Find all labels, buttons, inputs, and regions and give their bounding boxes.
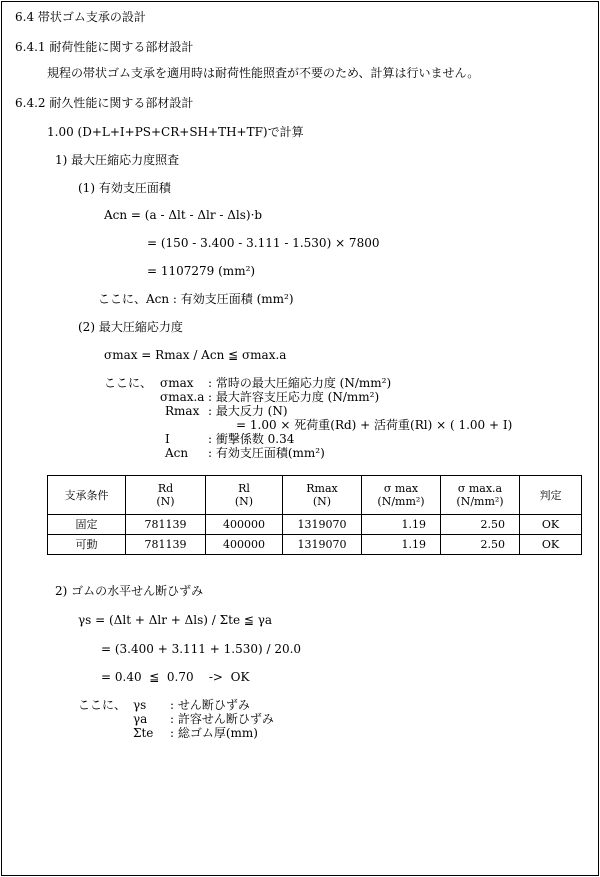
sub2-where-lead: ここに、 bbox=[104, 376, 153, 390]
def-description: : 常時の最大圧縮応力度 (N/mm²) bbox=[208, 376, 392, 390]
stress-check-table bbox=[47, 475, 582, 555]
sub2-title: (2) 最大圧縮応力度 bbox=[78, 320, 183, 334]
cell-rmax: 1319070 bbox=[283, 515, 362, 535]
def-description: : 最大反力 (N) bbox=[208, 404, 288, 418]
def-symbol: Σte bbox=[133, 726, 154, 740]
sub2-equation: σmax = Rmax / Acn ≦ σmax.a bbox=[104, 348, 287, 362]
load-combination: 1.00 (D+L+I+PS+CR+SH+TH+TF)で計算 bbox=[47, 125, 304, 139]
def-description: : 許容せん断ひずみ bbox=[170, 712, 274, 726]
def-description: : 衝撃係数 0.34 bbox=[208, 432, 295, 446]
item1-title: 1) 最大圧縮応力度照査 bbox=[55, 153, 180, 167]
item2-equation-3: = 0.40 ≦ 0.70 -> OK bbox=[101, 670, 250, 684]
table-header-row bbox=[48, 476, 582, 515]
def-description: = 1.00 × 死荷重(Rd) + 活荷重(Rl) × ( 1.00 + I) bbox=[236, 418, 513, 432]
def-symbol: Rmax bbox=[165, 404, 200, 418]
item2-equation-2: = (3.400 + 3.111 + 1.530) / 20.0 bbox=[101, 642, 302, 656]
sub1-title: (1) 有効支圧面積 bbox=[78, 181, 171, 195]
def-symbol: γs bbox=[133, 698, 147, 712]
table-row bbox=[48, 535, 582, 555]
cell-sigma-max-a: 2.50 bbox=[441, 535, 520, 555]
cell-sigma-max: 1.19 bbox=[362, 515, 441, 535]
cell-sigma-max: 1.19 bbox=[362, 535, 441, 555]
def-description: : 総ゴム厚(mm) bbox=[170, 726, 258, 740]
cell-sigma-max-a: 2.50 bbox=[441, 515, 520, 535]
cell-rd: 781139 bbox=[126, 515, 206, 535]
header-cell: Rmax (N) bbox=[283, 476, 362, 515]
cell-condition: 固定 bbox=[48, 515, 126, 535]
header-cell: σ max (N/mm²) bbox=[362, 476, 441, 515]
header-cell: 支承条件 bbox=[48, 476, 126, 515]
sub1-equation-1: Acn = (a - Δlt - Δlr - Δls)·b bbox=[104, 208, 263, 222]
header-cell: Rd (N) bbox=[126, 476, 206, 515]
section-6-4-heading: 6.4 帯状ゴム支承の設計 bbox=[15, 10, 146, 24]
cell-judgement: OK bbox=[520, 515, 582, 535]
def-symbol: γa bbox=[133, 712, 148, 726]
def-description: : 最大許容支圧応力度 (N/mm²) bbox=[208, 390, 380, 404]
cell-condition: 可動 bbox=[48, 535, 126, 555]
def-symbol: Acn bbox=[165, 446, 189, 460]
sub1-equation-2: = (150 - 3.400 - 3.111 - 1.530) × 7800 bbox=[147, 236, 380, 250]
header-cell: σ max.a (N/mm²) bbox=[441, 476, 520, 515]
item2-where-lead: ここに、 bbox=[78, 698, 127, 712]
def-symbol: σmax bbox=[160, 376, 194, 390]
header-cell: 判定 bbox=[520, 476, 582, 515]
section-6-4-1-text: 規程の帯状ゴム支承を適用時は耐荷性能照査が不要のため、計算は行いません。 bbox=[47, 66, 480, 80]
cell-rl: 400000 bbox=[206, 515, 283, 535]
sub1-note: ここに、Acn : 有効支圧面積 (mm²) bbox=[98, 292, 294, 306]
header-cell: Rl (N) bbox=[206, 476, 283, 515]
def-description: : せん断ひずみ bbox=[170, 698, 250, 712]
cell-rmax: 1319070 bbox=[283, 535, 362, 555]
def-symbol: σmax.a bbox=[160, 390, 205, 404]
sub1-equation-3: = 1107279 (mm²) bbox=[147, 264, 256, 278]
item2-equation-1: γs = (Δlt + Δlr + Δls) / Σte ≦ γa bbox=[78, 613, 273, 627]
cell-rl: 400000 bbox=[206, 535, 283, 555]
cell-rd: 781139 bbox=[126, 535, 206, 555]
item2-title: 2) ゴムの水平せん断ひずみ bbox=[55, 584, 204, 598]
table-row bbox=[48, 515, 582, 535]
def-description: : 有効支圧面積(mm²) bbox=[208, 446, 325, 460]
section-6-4-1-heading: 6.4.1 耐荷性能に関する部材設計 bbox=[15, 40, 194, 54]
section-6-4-2-heading: 6.4.2 耐久性能に関する部材設計 bbox=[15, 96, 194, 110]
def-symbol: I bbox=[165, 432, 170, 446]
cell-judgement: OK bbox=[520, 535, 582, 555]
